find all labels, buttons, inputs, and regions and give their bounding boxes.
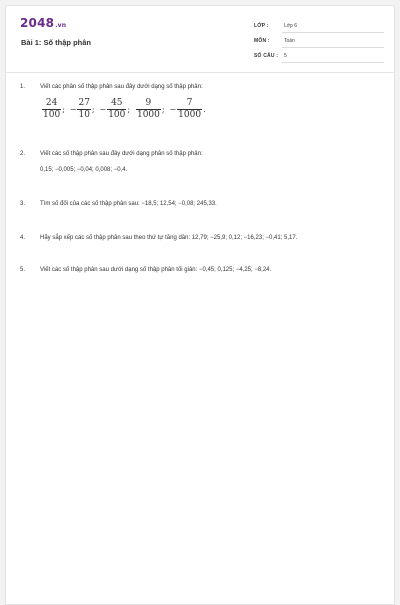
site-logo[interactable] — [20, 16, 66, 30]
fraction-numerator: 45 — [107, 98, 126, 110]
meta-info — [254, 21, 384, 66]
logo-suffix: .vn — [55, 22, 67, 29]
meta-label: LỚP : — [254, 23, 269, 29]
question-number: 1. — [20, 84, 26, 90]
header-divider — [6, 72, 394, 73]
meta-row-class — [254, 21, 384, 36]
fraction — [77, 98, 90, 121]
question-text: Hãy sắp xếp các số thập phân sau theo thứ tự tăng dần: 12,79; −25,9; 0,12; −16,23; −0,41; 5,17. — [40, 235, 298, 241]
logo-text: 2048 — [20, 16, 55, 30]
fraction — [42, 98, 61, 121]
question-number: 2. — [20, 151, 26, 157]
fraction-separator: ; — [62, 105, 65, 114]
fraction-separator: ; — [127, 105, 131, 114]
worksheet-title: Bài 1: Số thập phân — [21, 38, 92, 47]
meta-label: MÔN : — [254, 38, 270, 44]
fraction-numerator: 24 — [42, 98, 61, 110]
fraction-denominator: 1000 — [178, 110, 202, 120]
fraction-numerator: 27 — [78, 98, 90, 108]
question-number: 3. — [20, 201, 26, 207]
meta-value: 5 — [284, 53, 287, 59]
question-text: Viết các số thập phân sau dưới dạng số thập phân tối giản: −0,45; 0,125; −4,25; −8,24. — [40, 267, 272, 273]
meta-underline — [282, 62, 384, 63]
question-text: Viết các số thập phân sau đây dưới dạng phân số thập phân: — [40, 151, 203, 157]
question-values: 0,15; −0,005; −0,04; 0,008; −0,4. — [40, 167, 128, 173]
fraction-denominator: 10 — [78, 110, 90, 120]
fraction-denominator: 100 — [108, 110, 126, 120]
worksheet-header — [6, 6, 394, 72]
worksheet-page — [5, 5, 395, 605]
question-number: 5. — [20, 267, 26, 273]
fraction-numerator: 9 — [136, 98, 161, 110]
fraction — [136, 98, 161, 121]
fraction-separator: ; — [91, 105, 95, 114]
fraction-sign: − — [169, 105, 177, 114]
fraction-separator: . — [203, 105, 206, 114]
question-text: Tìm số đối của các số thập phân sau: −18,5; 12,54; −0,08; 245,33. — [40, 201, 217, 207]
meta-underline — [282, 47, 384, 48]
question-text: Viết các phân số thập phân sau đây dưới dạng số thập phân: — [40, 84, 203, 90]
fraction — [107, 98, 126, 121]
meta-row-subject — [254, 36, 384, 51]
meta-row-count — [254, 51, 384, 66]
fraction-separator: ; — [161, 105, 165, 114]
meta-value: Toán — [284, 38, 295, 44]
fraction-sign: − — [69, 105, 77, 114]
question-number: 4. — [20, 235, 26, 241]
fraction-numerator: 7 — [177, 98, 202, 110]
meta-label: SỐ CÂU : — [254, 53, 279, 59]
meta-value: Lớp 6 — [284, 23, 298, 29]
fraction-list — [40, 98, 207, 121]
fraction-denominator: 1000 — [136, 110, 160, 120]
fraction — [177, 98, 202, 121]
fraction-denominator: 100 — [43, 110, 61, 120]
fraction-sign: − — [99, 105, 107, 114]
meta-underline — [282, 32, 384, 33]
